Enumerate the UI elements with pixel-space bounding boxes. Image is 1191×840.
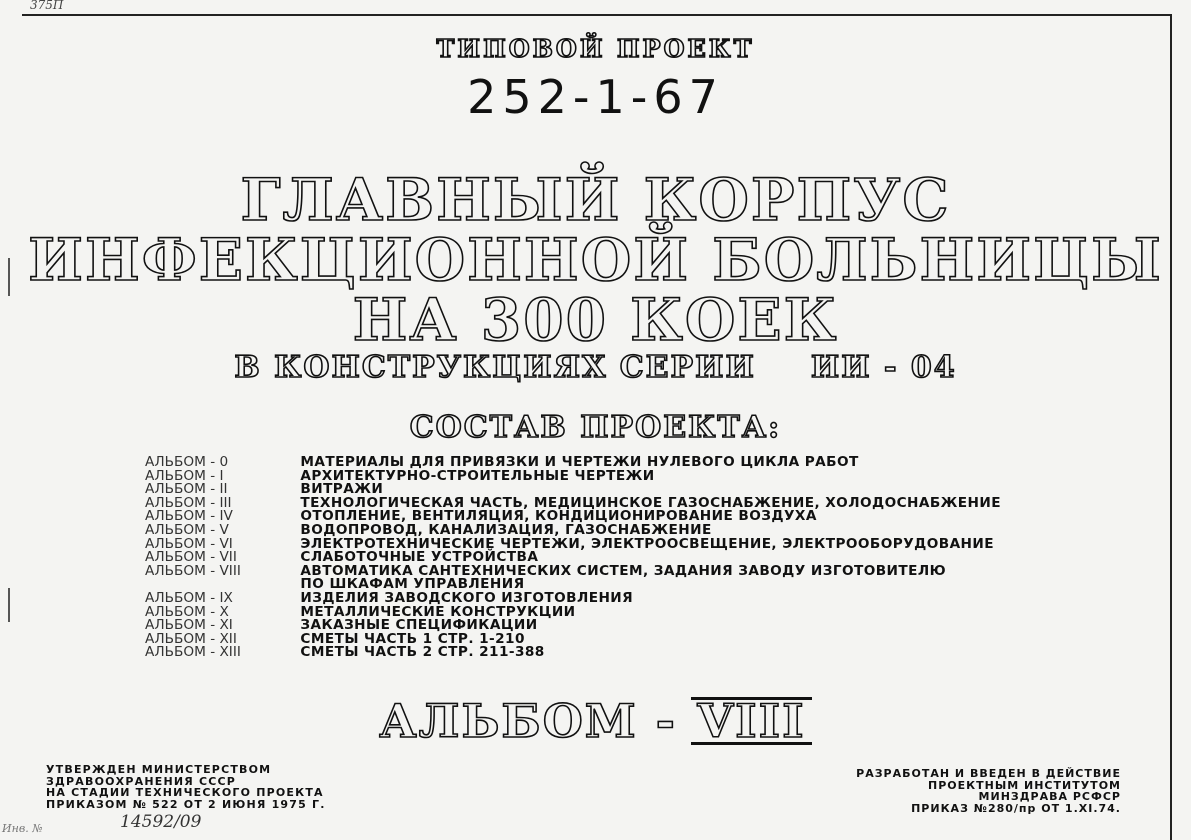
- album-number: VIII: [691, 697, 811, 745]
- album-description: ВОДОПРОВОД, КАНАЛИЗАЦИЯ, ГАЗОСНАБЖЕНИЕ: [300, 522, 712, 538]
- list-item: [145, 646, 1153, 660]
- album-description: АВТОМАТИКА САНТЕХНИЧЕСКИХ СИСТЕМ, ЗАДАНИЯ ЗАВОДУ ИЗГОТОВИТЕЛЮ: [300, 563, 947, 579]
- list-item: [145, 497, 1153, 511]
- title-line-3: НА 300 КОЕК: [352, 286, 839, 354]
- list-item: [145, 565, 1153, 579]
- album-description: ЗАКАЗНЫЕ СПЕЦИФИКАЦИИ: [300, 618, 538, 634]
- approval-line: ЗДРАВООХРАНЕНИЯ СССР: [46, 774, 237, 788]
- album-description: ОТОПЛЕНИЕ, ВЕНТИЛЯЦИЯ, КОНДИЦИОНИРОВАНИЕ ВОЗДУХА: [300, 509, 817, 525]
- developer-line: ПРИКАЗ №280/пр ОТ 1.XI.74.: [911, 801, 1121, 815]
- list-item: [145, 551, 1153, 565]
- album-label: АЛЬБОМ - V: [145, 522, 229, 538]
- list-item-continuation: [145, 578, 1153, 592]
- list-item: [145, 483, 1153, 497]
- handwritten-number: 14592/09: [120, 812, 202, 832]
- approval-block: [46, 764, 326, 810]
- album-description: ЭЛЕКТРОТЕХНИЧЕСКИЕ ЧЕРТЕЖИ, ЭЛЕКТРООСВЕЩЕНИЕ, ЭЛЕКТРООБОРУДОВАНИЕ: [300, 536, 994, 552]
- album-label: АЛЬБОМ - VI: [145, 536, 233, 552]
- album-description: ВИТРАЖИ: [300, 482, 384, 498]
- album-description: СМЕТЫ ЧАСТЬ 1 СТР. 1-210: [300, 631, 525, 647]
- project-number: 252-1-67: [467, 70, 724, 124]
- album-label: АЛЬБОМ - II: [145, 482, 228, 498]
- list-item: [145, 510, 1153, 524]
- album-description: ПО ШКАФАМ УПРАВЛЕНИЯ: [300, 577, 525, 593]
- inventory-note: Инв. №: [2, 822, 43, 835]
- album-description: МЕТАЛЛИЧЕСКИЕ КОНСТРУКЦИИ: [300, 604, 576, 620]
- list-item: [145, 538, 1153, 552]
- corner-note: 375П: [30, 0, 64, 12]
- album-prefix: АЛЬБОМ -: [379, 694, 677, 748]
- approval-line: УТВЕРЖДЕН МИНИСТЕРСТВОМ: [46, 763, 272, 776]
- title-line-1: ГЛАВНЫЙ КОРПУС: [240, 166, 951, 234]
- developer-block: [856, 768, 1121, 814]
- album-label: АЛЬБОМ - XII: [145, 631, 237, 647]
- approval-line: НА СТАДИИ ТЕХНИЧЕСКОГО ПРОЕКТА: [46, 786, 324, 799]
- album-description: ИЗДЕЛИЯ ЗАВОДСКОГО ИЗГОТОВЛЕНИЯ: [300, 590, 634, 606]
- album-label: АЛЬБОМ - XI: [145, 618, 233, 634]
- album-description: СМЕТЫ ЧАСТЬ 2 СТР. 211-388: [300, 645, 545, 661]
- list-item: [145, 592, 1153, 606]
- list-item: [145, 606, 1153, 620]
- album-label: АЛЬБОМ - 0: [145, 455, 229, 470]
- project-type-label: ТИПОВОЙ ПРОЕКТ: [436, 34, 755, 63]
- developer-line: ПРОЕКТНЫМ ИНСТИТУТОМ: [928, 778, 1121, 792]
- album-description: ТЕХНОЛОГИЧЕСКАЯ ЧАСТЬ, МЕДИЦИНСКОЕ ГАЗОСНАБЖЕНИЕ, ХОЛОДОСНАБЖЕНИЕ: [300, 495, 1001, 511]
- album-label: АЛЬБОМ - IX: [145, 590, 233, 606]
- series-code: ИИ - 04: [810, 350, 957, 385]
- album-heading: [0, 694, 1191, 748]
- list-item: [145, 524, 1153, 538]
- album-description: МАТЕРИАЛЫ ДЛЯ ПРИВЯЗКИ И ЧЕРТЕЖИ НУЛЕВОГО ЦИКЛА РАБОТ: [300, 455, 859, 470]
- album-label: АЛЬБОМ - VIII: [145, 563, 241, 579]
- album-label: АЛЬБОМ - I: [145, 468, 224, 484]
- list-item: [145, 619, 1153, 633]
- title-line-2: ИНФЕКЦИОННОЙ БОЛЬНИЦЫ: [28, 226, 1163, 294]
- series-line: [0, 350, 1191, 385]
- list-item: [145, 633, 1153, 647]
- punch-mark: [8, 588, 10, 622]
- list-item: [145, 456, 1153, 470]
- list-item: [145, 470, 1153, 484]
- album-description: АРХИТЕКТУРНО-СТРОИТЕЛЬНЫЕ ЧЕРТЕЖИ: [300, 468, 655, 484]
- album-label: АЛЬБОМ - III: [145, 495, 232, 511]
- developer-line: РАЗРАБОТАН И ВВЕДЕН В ДЕЙСТВИЕ: [856, 767, 1121, 780]
- album-description: СЛАБОТОЧНЫЕ УСТРОЙСТВА: [300, 550, 539, 566]
- album-label: АЛЬБОМ - XIII: [145, 645, 241, 661]
- approval-line: ПРИКАЗОМ № 522 ОТ 2 ИЮНЯ 1975 Г.: [46, 797, 326, 811]
- series-prefix: В КОНСТРУКЦИЯХ СЕРИИ: [234, 350, 756, 385]
- album-label: АЛЬБОМ - IV: [145, 509, 233, 525]
- album-label: АЛЬБОМ - X: [145, 604, 229, 620]
- developer-line: МИНЗДРАВА РСФСР: [978, 790, 1121, 803]
- composition-heading: СОСТАВ ПРОЕКТА:: [409, 410, 782, 445]
- composition-list: [145, 456, 1153, 660]
- album-label: АЛЬБОМ - VII: [145, 550, 237, 566]
